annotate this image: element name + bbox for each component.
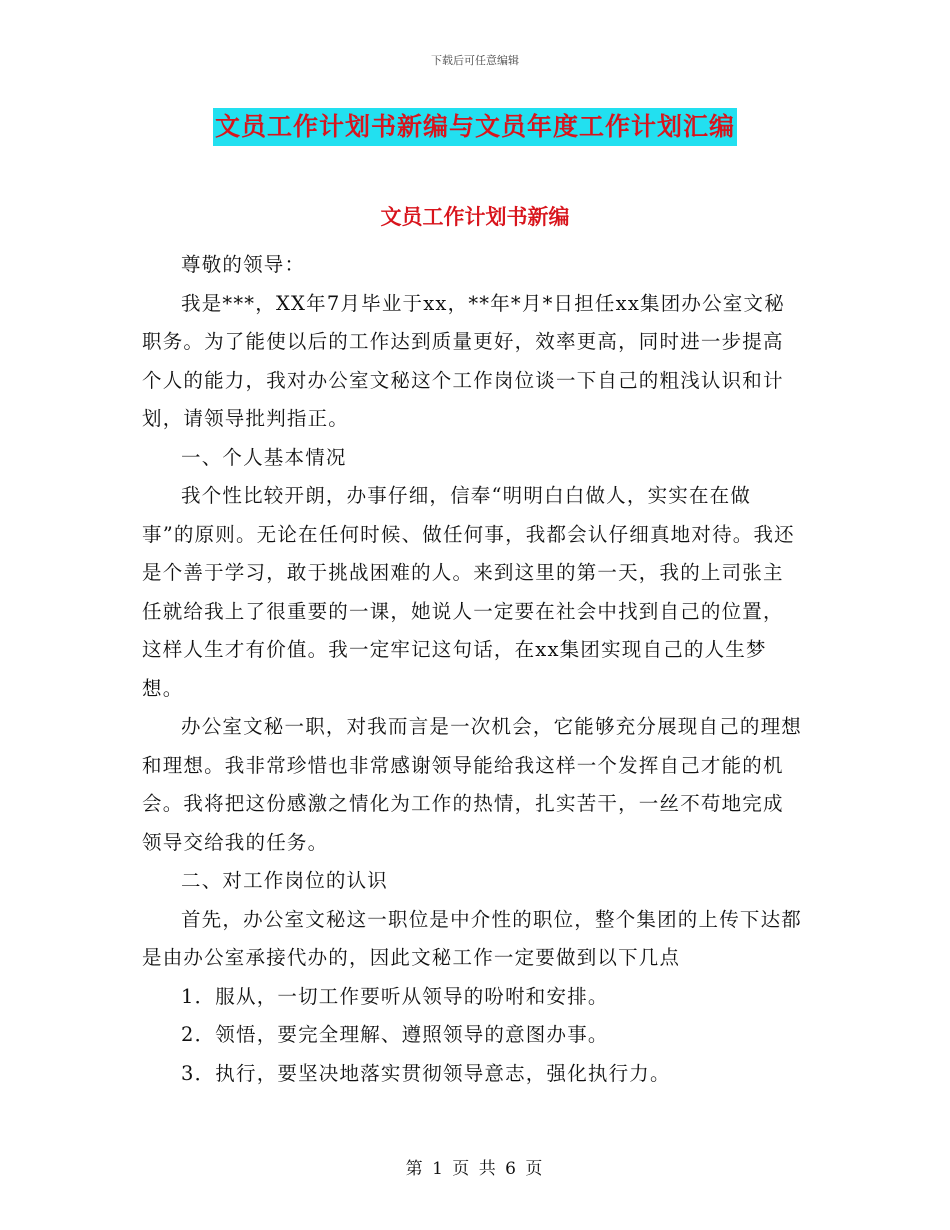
main-title: 文员工作计划书新编与文员年度工作计划汇编 xyxy=(213,108,737,146)
heading-personal-info: 一、个人基本情况 xyxy=(181,445,347,469)
paragraph-personality: 我个性比较开朗，办事仔细，信奉“明明白白做人，实实在在做事”的原则。无论在任何时候、做任何事，我都会认仔细真地对待。我还是个善于学习，敢于挑战困难的人。来到这里的第一天，我的上司张主任就给我上了很重要的一课，她说人一定要在社会中找到自己的位置，这样人生才有价值。我一定牢记这句话，在xx集团实现自己的人生梦想。 xyxy=(142,484,795,700)
list-item-understand: 2．领悟，要完全理解、遵照领导的意图办事。 xyxy=(181,1023,609,1046)
list-item-execute: 3．执行，要坚决地落实贯彻领导意志，强化执行力。 xyxy=(181,1061,671,1085)
document-body xyxy=(142,246,802,1093)
section-title: 文员工作计划书新编 xyxy=(380,205,570,229)
paragraph-first: 首先，办公室文秘这一职位是中介性的职位，整个集团的上传下达都是由办公室承接代办的，因此文秘工作一定要做到以下几点 xyxy=(142,907,803,969)
heading-job-understanding: 二、对工作岗位的认识 xyxy=(181,869,389,892)
header-note: 下载后可任意编辑 xyxy=(431,54,519,67)
paragraph-opportunity: 办公室文秘一职，对我而言是一次机会，它能够充分展现自己的理想和理想。我非常珍惜也非常感谢领导能给我这样一个发挥自己才能的机会。我将把这份感激之情化为工作的热情，扎实苦干，一丝不苟地完成领导交给我的任务。 xyxy=(142,715,803,854)
main-title-container xyxy=(0,108,950,146)
paragraph-intro: 我是***，XX年7月毕业于xx，**年*月*日担任xx集团办公室文秘职务。为了能使以后的工作达到质量更好，效率更高，同时进一步提高个人的能力，我对办公室文秘这个工作岗位谈一下自己的粗浅认识和计划，请领导批判指正。 xyxy=(142,291,785,430)
paragraph-salutation: 尊敬的领导： xyxy=(181,253,306,276)
page-number-footer: 第 1 页 共 6 页 xyxy=(405,1159,545,1179)
list-item-obey: 1．服从，一切工作要听从领导的吩咐和安排。 xyxy=(181,984,609,1008)
